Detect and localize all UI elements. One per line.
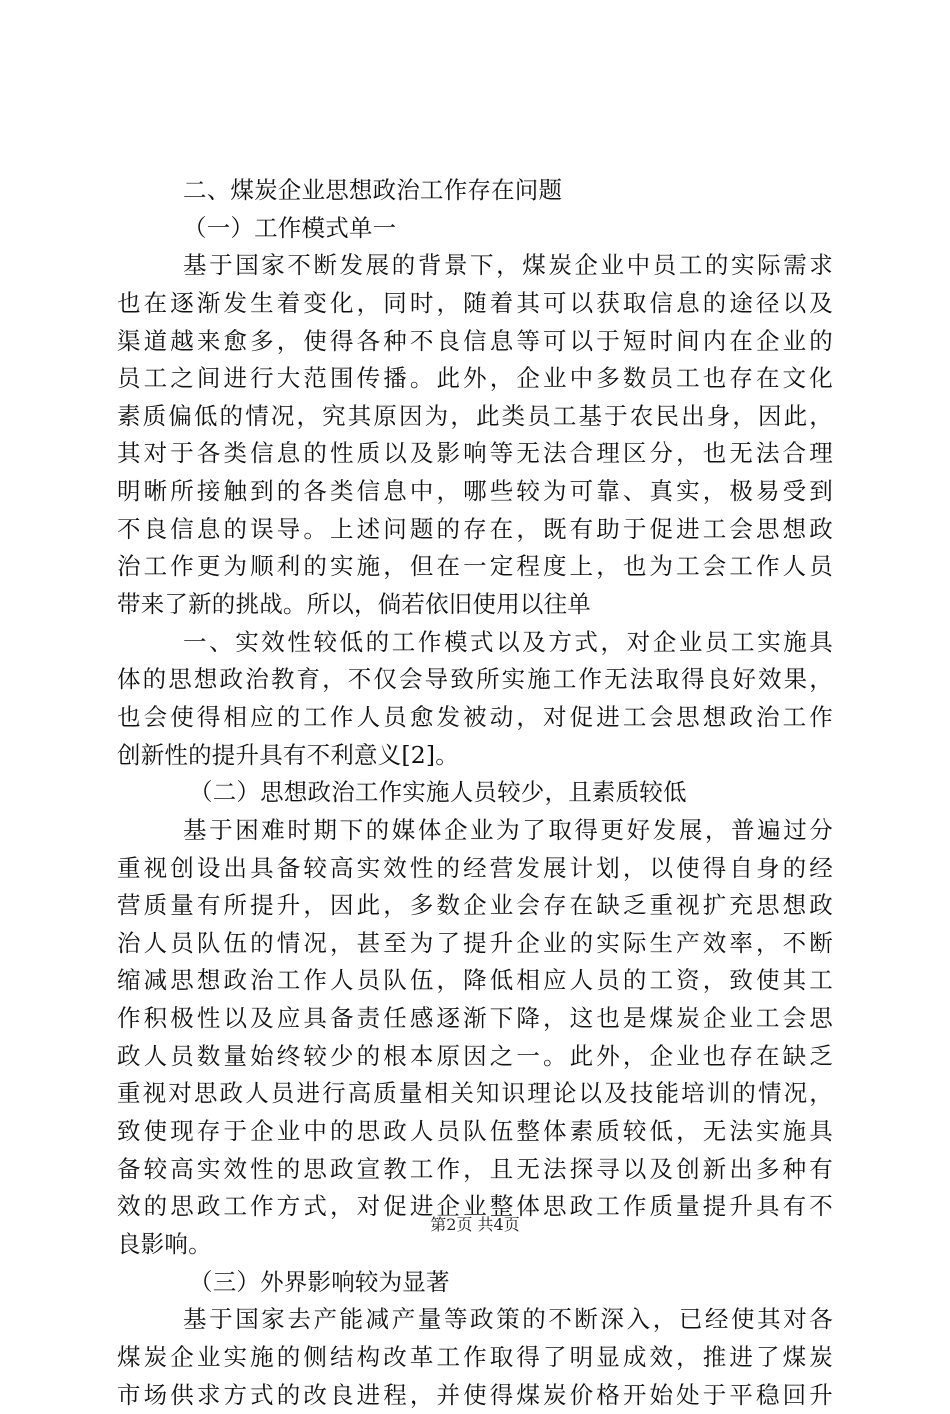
text-line: 治人员队伍的情况，甚至为了提升企业的实际生产效率，不断 [117, 925, 833, 963]
text-line: 重视创设出具备较高实效性的经营发展计划，以使得自身的经 [117, 850, 833, 888]
text-line: 缩减思想政治工作人员队伍，降低相应人员的工资，致使其工 [117, 962, 833, 1000]
text-line: 不良信息的误导。上述问题的存在，既有助于促进工会思想政 [117, 511, 833, 549]
text-line: 带来了新的挑战。所以，倘若依旧使用以往单 [117, 586, 833, 624]
text-line: 效的思政工作方式，对促进企业整体思政工作质量提升具有不 [117, 1188, 833, 1226]
text-line: （三）外界影响较为显著 [117, 1264, 833, 1302]
page-footer: 第2页 共4页 [0, 1213, 950, 1237]
text-line: 政人员数量始终较少的根本原因之一。此外，企业也存在缺乏 [117, 1038, 833, 1076]
text-line: 也会使得相应的工作人员愈发被动，对促进工会思想政治工作 [117, 699, 833, 737]
text-line: 备较高实效性的思政宣教工作，且无法探寻以及创新出多种有 [117, 1151, 833, 1189]
text-line: 重视对思政人员进行高质量相关知识理论以及技能培训的情况， [117, 1075, 833, 1113]
text-line: 二、煤炭企业思想政治工作存在问题 [117, 172, 833, 210]
text-line: 作积极性以及应具备责任感逐渐下降，这也是煤炭企业工会思 [117, 1000, 833, 1038]
text-line: 也在逐渐发生着变化，同时，随着其可以获取信息的途径以及 [117, 285, 833, 323]
text-line: （一）工作模式单一 [117, 210, 833, 248]
text-line: 市场供求方式的改良进程，并使得煤炭价格开始处于平稳回升 [117, 1377, 833, 1414]
text-line: 基于国家去产能减产量等政策的不断深入，已经使其对各 [117, 1301, 833, 1339]
text-line: 基于国家不断发展的背景下，煤炭企业中员工的实际需求 [117, 247, 833, 285]
text-line: 良影响。 [117, 1226, 833, 1264]
text-line: 基于困难时期下的媒体企业为了取得更好发展，普遍过分 [117, 812, 833, 850]
text-line: 员工之间进行大范围传播。此外，企业中多数员工也存在文化 [117, 360, 833, 398]
text-line: （二）思想政治工作实施人员较少，且素质较低 [117, 774, 833, 812]
text-line: 致使现存于企业中的思政人员队伍整体素质较低，无法实施具 [117, 1113, 833, 1151]
text-line: 体的思想政治教育，不仅会导致所实施工作无法取得良好效果， [117, 661, 833, 699]
text-line: 煤炭企业实施的侧结构改革工作取得了明显成效，推进了煤炭 [117, 1339, 833, 1377]
text-line: 其对于各类信息的性质以及影响等无法合理区分，也无法合理 [117, 435, 833, 473]
text-line: 一、实效性较低的工作模式以及方式，对企业员工实施具 [117, 624, 833, 662]
text-line: 营质量有所提升，因此，多数企业会存在缺乏重视扩充思想政 [117, 887, 833, 925]
text-line: 明晰所接触到的各类信息中，哪些较为可靠、真实，极易受到 [117, 473, 833, 511]
text-line: 素质偏低的情况，究其原因为，此类员工基于农民出身，因此， [117, 398, 833, 436]
text-line: 渠道越来愈多，使得各种不良信息等可以于短时间内在企业的 [117, 323, 833, 361]
text-line: 治工作更为顺利的实施，但在一定程度上，也为工会工作人员 [117, 548, 833, 586]
text-line: 创新性的提升具有不利意义[2]。 [117, 737, 833, 775]
